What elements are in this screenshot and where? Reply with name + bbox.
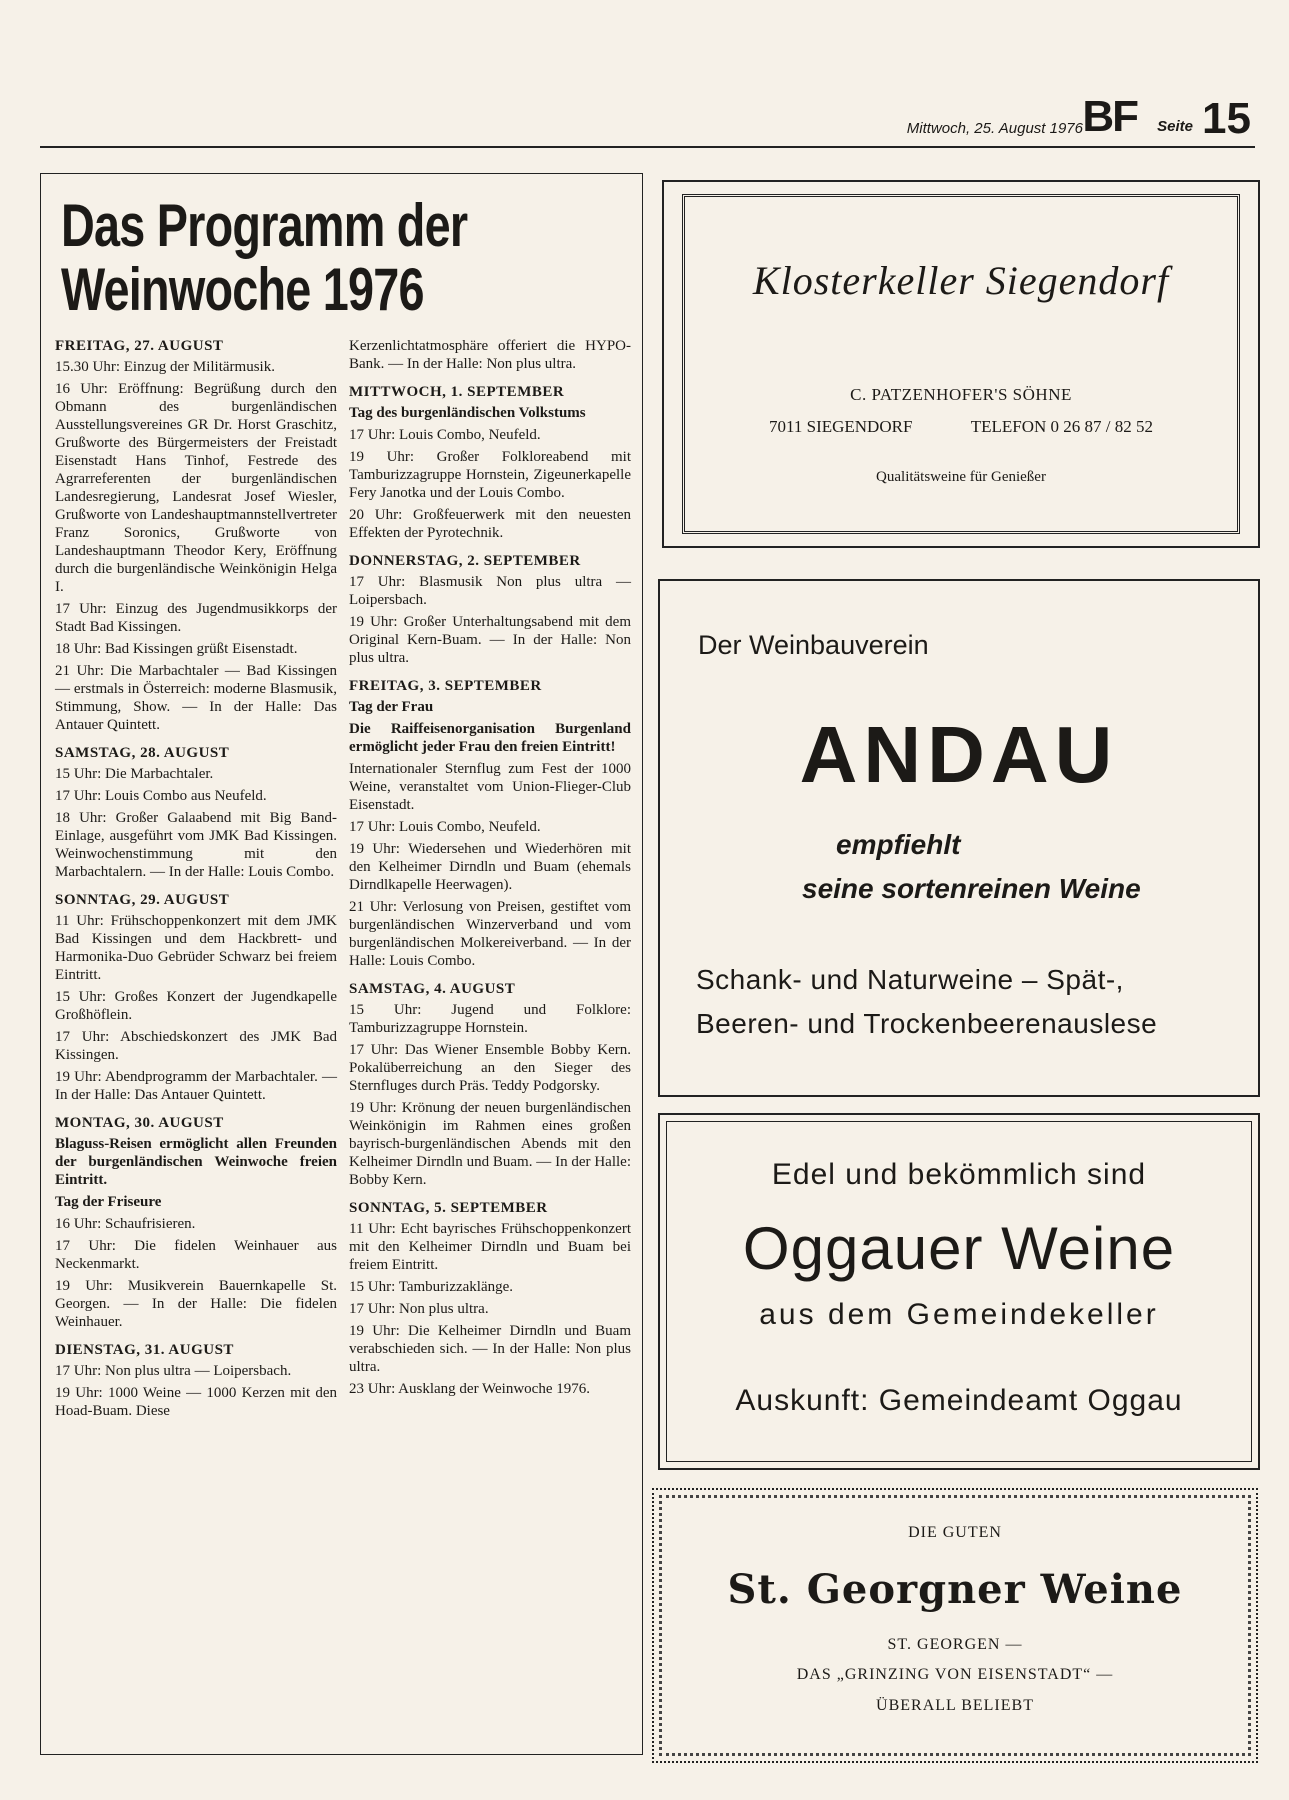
ad-company: C. PATZENHOFER'S SÖHNE — [850, 385, 1072, 404]
program-entry: 11 Uhr: Frühschoppenkonzert mit dem JMK Bad Kissingen und dem Hackbrett- und Harmonika-Duo Gebrüder Schwarz bei freiem Eintritt. — [55, 913, 337, 983]
ad-script-name: Klosterkeller Siegendorf — [752, 258, 1170, 303]
program-article — [40, 173, 643, 1755]
ad-line-4: DAS „GRINZING VON EISENSTADT“ — — [796, 1666, 1114, 1683]
issue-date: Mittwoch, 25. August 1976 — [906, 120, 1083, 137]
ad-address: 7011 SIEGENDORF — [769, 417, 913, 436]
ad-line-5: ÜBERALL BELIEBT — [876, 1697, 1034, 1714]
ad-st-georgner-weine — [652, 1488, 1258, 1763]
program-entry: 15 Uhr: Jugend und Folklore: Tamburizzagruppe Hornstein. — [349, 1002, 631, 1036]
program-entry: 17 Uhr: Louis Combo, Neufeld. — [349, 819, 541, 835]
program-entry: 21 Uhr: Verlosung von Preisen, gestiftet vom burgenländischen Winzerverband und vom burgenländischen Molkereiverband. — In der Halle: Louis Combo. — [349, 899, 631, 969]
ad-inner-border — [682, 194, 1240, 534]
program-day — [55, 891, 337, 1104]
program-entry: 17 Uhr: Die fidelen Weinhauer aus Neckenmarkt. — [55, 1238, 337, 1272]
page-header — [40, 90, 1255, 148]
program-column-left — [55, 337, 337, 1424]
article-headline — [61, 194, 467, 322]
program-day — [55, 744, 337, 881]
day-highlight: Die Raiffeisenorganisation Burgenland ermöglicht jeder Frau den freien Eintritt! — [349, 721, 631, 755]
program-entry: 21 Uhr: Die Marbachtaler — Bad Kissingen — erstmals in Österreich: moderne Blasmusik, Stimmung, Show. — In der Halle: Das Antauer Quintett. — [55, 663, 337, 733]
day-heading: SAMSTAG, 4. AUGUST — [349, 981, 516, 997]
program-entry: 17 Uhr: Einzug des Jugendmusikkorps der Stadt Bad Kissingen. — [55, 601, 337, 635]
program-entry: 17 Uhr: Non plus ultra. — [349, 1301, 489, 1317]
ad-line-3: ST. GEORGEN — — [887, 1636, 1023, 1653]
program-entry: Internationaler Sternflug zum Fest der 1000 Weine, veranstaltet vom Union-Flieger-Club Eisenstadt. — [349, 761, 631, 813]
ad-klosterkeller-siegendorf — [662, 180, 1260, 548]
program-entry: 20 Uhr: Großfeuerwerk mit den neuesten Effekten der Pyrotechnik. — [349, 507, 631, 541]
day-heading: FREITAG, 3. SEPTEMBER — [349, 678, 542, 694]
program-entry: 18 Uhr: Bad Kissingen grüßt Eisenstadt. — [55, 641, 298, 657]
ad-inner-border — [666, 1121, 1252, 1462]
ad-brand: Oggauer Weine — [742, 1215, 1176, 1282]
ad-oggauer-weine — [658, 1113, 1260, 1470]
program-day — [55, 1114, 337, 1331]
program-entry: 19 Uhr: 1000 Weine — 1000 Kerzen mit den Hoad-Buam. Diese — [55, 1385, 337, 1419]
ad-weinbauverein-andau — [658, 579, 1260, 1097]
program-day — [349, 383, 631, 542]
program-entry: 17 Uhr: Blasmusik Non plus ultra — Loipersbach. — [349, 574, 631, 608]
ad-phone: TELEFON 0 26 87 / 82 52 — [970, 417, 1153, 436]
day-heading: SONNTAG, 29. AUGUST — [55, 892, 230, 908]
program-entry: 19 Uhr: Die Kelheimer Dirndln und Buam verabschieden sich. — In der Halle: Non plus ultra. — [349, 1323, 631, 1375]
ad-line-4: Beeren- und Trockenbeerenauslese — [696, 1008, 1158, 1039]
program-entry: 19 Uhr: Wiedersehen und Wiederhören mit den Kelheimer Dirndln und Buam (ehemals Dirndlkapelle Heerwagen). — [349, 841, 631, 893]
program-entry: 15 Uhr: Großes Konzert der Jugendkapelle Großhöflein. — [55, 989, 337, 1023]
day-heading: FREITAG, 27. AUGUST — [55, 338, 224, 354]
program-day — [349, 552, 631, 667]
program-entry: 19 Uhr: Großer Folkloreabend mit Tamburizzagruppe Hornstein, Zigeunerkapelle Fery Janotka und der Louis Combo. — [349, 449, 631, 501]
day-heading: MONTAG, 30. AUGUST — [55, 1115, 224, 1131]
program-entry: 11 Uhr: Echt bayrisches Frühschoppenkonzert mit den Kelheimer Dirndln und Buam bei freiem Eintritt. — [349, 1221, 631, 1273]
program-entry: 17 Uhr: Louis Combo aus Neufeld. — [55, 788, 267, 804]
day-heading: DONNERSTAG, 2. SEPTEMBER — [349, 553, 581, 569]
ad-name: ANDAU — [799, 710, 1119, 799]
program-entry: 15.30 Uhr: Einzug der Militärmusik. — [55, 359, 275, 375]
program-entry: 19 Uhr: Großer Unterhaltungsabend mit dem Original Kern-Buam. — In der Halle: Non plus ultra. — [349, 614, 631, 666]
page-number: 15 — [1202, 94, 1251, 143]
program-day — [349, 677, 631, 970]
program-day — [349, 980, 631, 1189]
program-entry: Kerzenlichtatmosphäre offeriert die HYPO-Bank. — In der Halle: Non plus ultra. — [349, 338, 631, 372]
page-label: Seite — [1157, 118, 1193, 135]
program-entry: 19 Uhr: Krönung der neuen burgenländischen Weinkönigin im Rahmen eines großen bayrisch-burgenländischen Abends mit den Kelheimer Dirndln und Buam. — In der Halle: Bobby Kern. — [349, 1100, 631, 1188]
day-heading: SAMSTAG, 28. AUGUST — [55, 745, 230, 761]
ad-line-4: Auskunft: Gemeindeamt Oggau — [735, 1384, 1183, 1417]
program-entry: 16 Uhr: Schaufrisieren. — [55, 1216, 196, 1232]
program-entry: 17 Uhr: Non plus ultra — Loipersbach. — [55, 1363, 292, 1379]
ad-line-1: Edel und bekömmlich sind — [771, 1158, 1147, 1191]
ad-line-2: seine sortenreinen Weine — [802, 873, 1141, 904]
program-entry: 17 Uhr: Das Wiener Ensemble Bobby Kern. Pokalüberreichung an den Sieger des Sternfluges durch Präs. Teddy Podgorsky. — [349, 1042, 631, 1094]
program-day — [349, 1199, 631, 1398]
ad-line-1: empfiehlt — [836, 829, 961, 860]
program-entry: 16 Uhr: Eröffnung: Begrüßung durch den Obmann des burgenländischen Ausstellungsvereines GR Dr. Horst Graschitz, Grußworte des Bürgermeisters der Freistadt Eisenstadt Hans Tinhof, Festrede des Agrarreferenten der burgenländischen Landesregierung, Landesrat Josef Wiesler, Grußworte von Landeshauptmannstellvertreter Franz Soronics, Grußworte von Landeshauptmann Theodor Kery, Eröffnung durch die burgenländische Weinkönigin Helga I. — [55, 381, 337, 595]
program-entry: 18 Uhr: Großer Galaabend mit Big Band-Einlage, ausgeführt vom JMK Bad Kissingen. Weinwochenstimmung mit den Marbachtalern. — In der Halle: Louis Combo. — [55, 810, 337, 880]
program-entry: 17 Uhr: Louis Combo, Neufeld. — [349, 427, 541, 443]
day-heading: MITTWOCH, 1. SEPTEMBER — [349, 384, 565, 400]
ad-line-1: DIE GUTEN — [908, 1524, 1002, 1541]
program-entry: 15 Uhr: Tamburizzaklänge. — [349, 1279, 514, 1295]
day-heading: DIENSTAG, 31. AUGUST — [55, 1342, 234, 1358]
day-highlight: Tag der Friseure — [55, 1194, 162, 1210]
ad-line-3: Schank- und Naturweine – Spät-, — [696, 964, 1124, 995]
newspaper-logo: BF — [1082, 92, 1137, 141]
headline-line-2: Weinwoche 1976 — [61, 256, 424, 323]
program-entry: 23 Uhr: Ausklang der Weinwoche 1976. — [349, 1381, 590, 1397]
program-day — [55, 1341, 337, 1420]
ad-brand: St. Georgner Weine — [727, 1566, 1183, 1613]
ad-line-3: aus dem Gemeindekeller — [759, 1298, 1159, 1331]
ad-slogan: Qualitätsweine für Genießer — [876, 469, 1046, 485]
day-highlight: Tag des burgenländischen Volkstums — [349, 405, 586, 421]
header-rule — [40, 146, 1255, 148]
ad-intro: Der Weinbauverein — [698, 630, 929, 660]
program-column-right — [349, 337, 631, 1402]
day-highlight: Tag der Frau — [349, 699, 434, 715]
program-day — [55, 337, 337, 734]
program-entry: 17 Uhr: Abschiedskonzert des JMK Bad Kissingen. — [55, 1029, 337, 1063]
day-heading: SONNTAG, 5. SEPTEMBER — [349, 1200, 548, 1216]
day-highlight: Blaguss-Reisen ermöglicht allen Freunden der burgenländischen Weinwoche freien Eintritt. — [55, 1136, 337, 1188]
program-entry: 19 Uhr: Musikverein Bauernkapelle St. Georgen. — In der Halle: Die fidelen Weinhauer. — [55, 1278, 337, 1330]
program-day — [349, 337, 631, 373]
headline-line-1: Das Programm der — [61, 192, 468, 259]
program-entry: 15 Uhr: Die Marbachtaler. — [55, 766, 214, 782]
program-entry: 19 Uhr: Abendprogramm der Marbachtaler. — In der Halle: Das Antauer Quintett. — [55, 1069, 337, 1103]
